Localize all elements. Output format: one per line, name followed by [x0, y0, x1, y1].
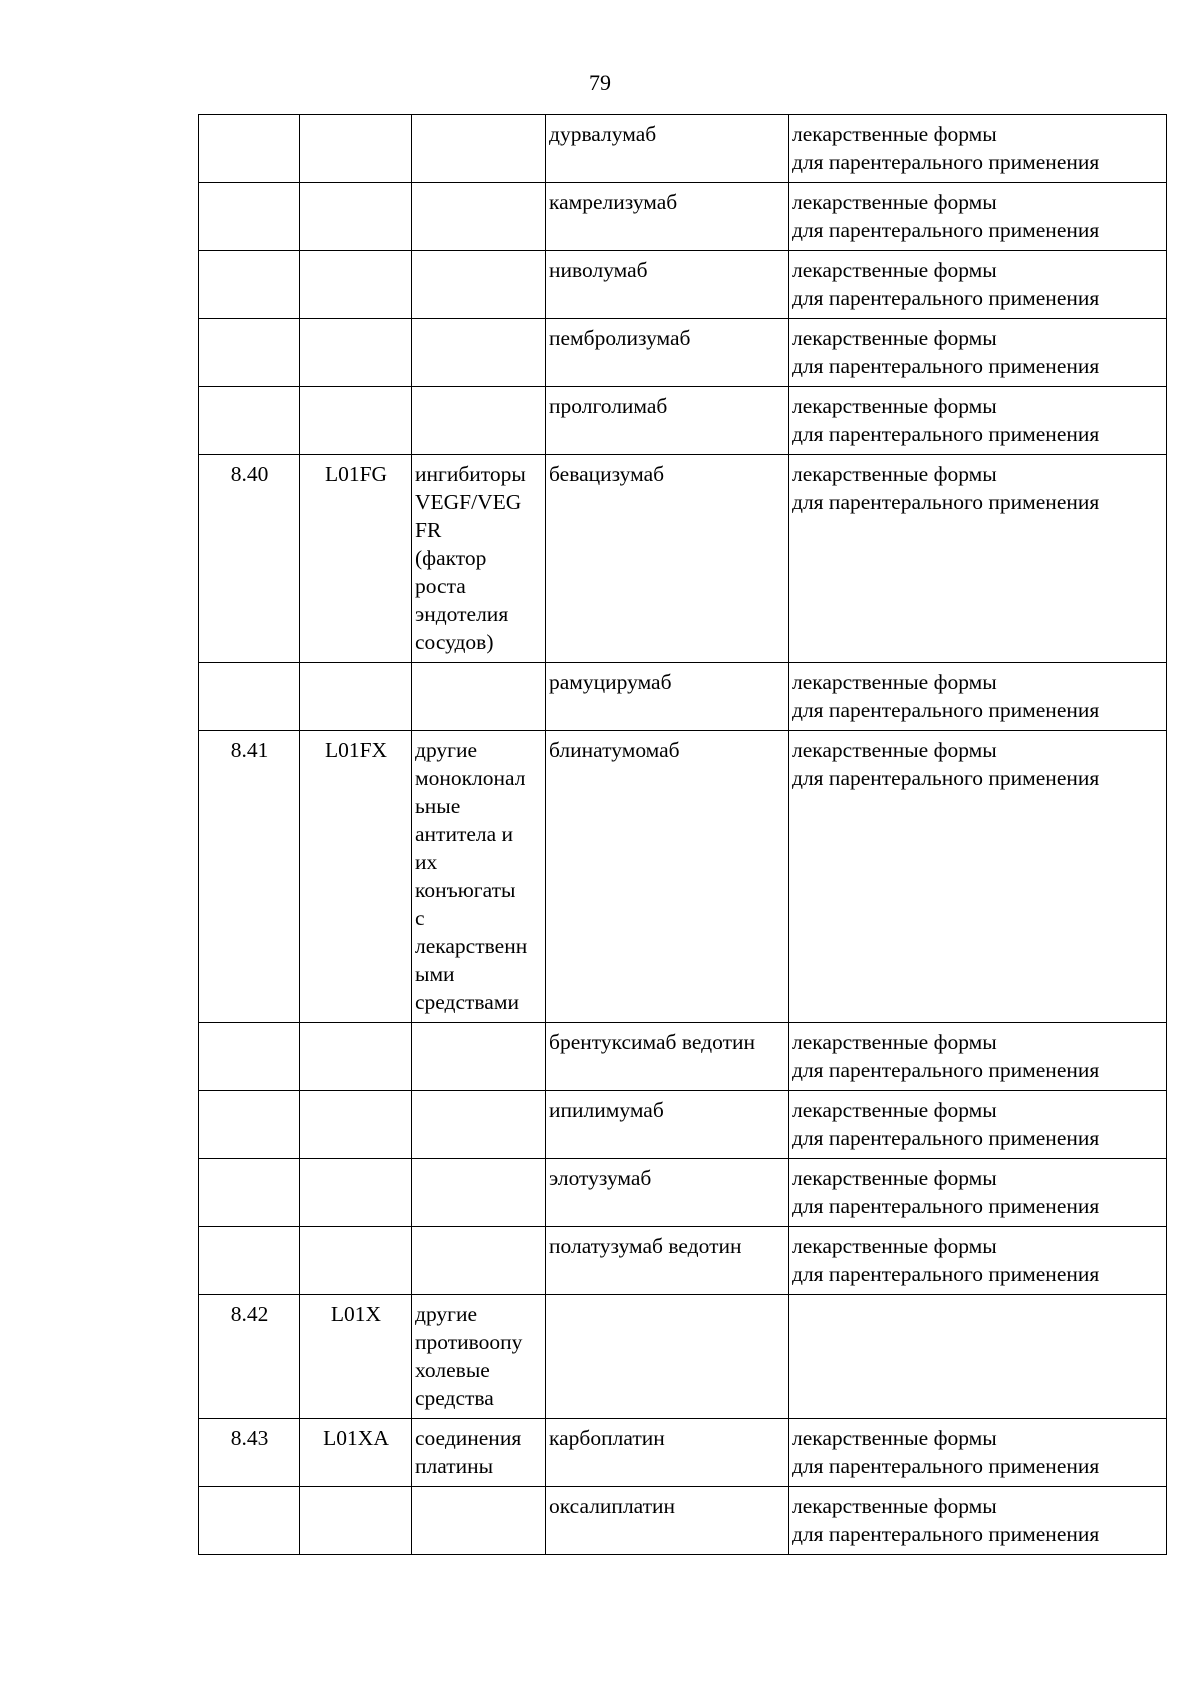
dosage-form-cell-line: лекарственные формы: [792, 1166, 997, 1190]
dosage-form-cell: [789, 663, 1167, 731]
table-row: [199, 115, 1167, 183]
drug-name-cell: пролголимаб: [546, 387, 789, 455]
dosage-form-cell-line: для парентерального применения: [792, 1454, 1100, 1478]
atc-code-cell: [300, 115, 412, 183]
table-row: [199, 183, 1167, 251]
group-name-cell: [412, 251, 546, 319]
atc-code-cell: L01FG: [300, 455, 412, 663]
atc-code-cell: L01FX: [300, 731, 412, 1023]
dosage-form-cell: [789, 455, 1167, 663]
dosage-form-cell: [789, 731, 1167, 1023]
page-number: 79: [589, 70, 611, 95]
group-name-cell-line: (фактор: [415, 546, 487, 570]
dosage-form-cell-line: для парентерального применения: [792, 218, 1100, 242]
dosage-form-cell: [789, 1091, 1167, 1159]
row-number-cell: [199, 663, 300, 731]
drug-name-cell: рамуцирумаб: [546, 663, 789, 731]
table-row: [199, 663, 1167, 731]
atc-code-cell: L01X: [300, 1295, 412, 1419]
group-name-cell-line: ингибиторы: [415, 462, 526, 486]
dosage-form-cell-line: для парентерального применения: [792, 766, 1100, 790]
dosage-form-cell: [789, 1159, 1167, 1227]
group-name-cell-line: эндотелия: [415, 602, 509, 626]
group-name-cell-line: другие: [415, 1302, 478, 1326]
table-row: [199, 455, 1167, 663]
dosage-form-cell-line: лекарственные формы: [792, 326, 997, 350]
drug-name-cell: бевацизумаб: [546, 455, 789, 663]
table-row: [199, 1159, 1167, 1227]
dosage-form-cell-line: для парентерального применения: [792, 286, 1100, 310]
group-name-cell-line: FR: [415, 518, 442, 542]
group-name-cell-line: антитела и: [415, 822, 514, 846]
atc-code-cell: [300, 251, 412, 319]
group-name-cell: [412, 1159, 546, 1227]
row-number-cell: [199, 319, 300, 387]
group-name-cell: [412, 1419, 546, 1487]
group-name-cell-line: их: [415, 850, 438, 874]
dosage-form-cell: [789, 387, 1167, 455]
table-row: [199, 1091, 1167, 1159]
row-number-cell: [199, 183, 300, 251]
group-name-cell: [412, 183, 546, 251]
group-name-cell-line: соединения: [415, 1426, 522, 1450]
group-name-cell-line: платины: [415, 1454, 494, 1478]
group-name-cell: [412, 455, 546, 663]
group-name-cell: [412, 1091, 546, 1159]
table-row: [199, 1227, 1167, 1295]
group-name-cell-line: противоопу: [415, 1330, 523, 1354]
row-number-cell: 8.42: [199, 1295, 300, 1419]
table-row: [199, 1487, 1167, 1555]
drug-name-cell: блинатумомаб: [546, 731, 789, 1023]
table-row: [199, 1295, 1167, 1419]
row-number-cell: [199, 115, 300, 183]
group-name-cell-line: сосудов): [415, 630, 494, 654]
atc-code-cell: [300, 1487, 412, 1555]
dosage-form-cell-line: для парентерального применения: [792, 698, 1100, 722]
dosage-form-cell-line: для парентерального применения: [792, 1522, 1100, 1546]
dosage-form-cell-line: лекарственные формы: [792, 122, 997, 146]
dosage-form-cell-line: для парентерального применения: [792, 1262, 1100, 1286]
group-name-cell: [412, 319, 546, 387]
group-name-cell: [412, 1487, 546, 1555]
dosage-form-cell: [789, 183, 1167, 251]
drug-name-cell: [546, 1295, 789, 1419]
dosage-form-cell-line: лекарственные формы: [792, 190, 997, 214]
dosage-form-cell-line: лекарственные формы: [792, 1234, 997, 1258]
dosage-form-cell-line: лекарственные формы: [792, 1426, 997, 1450]
dosage-form-cell: [789, 1295, 1167, 1419]
table-row: [199, 319, 1167, 387]
drug-name-cell: пембролизумаб: [546, 319, 789, 387]
drug-name-cell: оксалиплатин: [546, 1487, 789, 1555]
row-number-cell: [199, 251, 300, 319]
dosage-form-cell: [789, 1419, 1167, 1487]
row-number-cell: [199, 1227, 300, 1295]
dosage-form-cell-line: лекарственные формы: [792, 462, 997, 486]
row-number-cell: [199, 1159, 300, 1227]
atc-code-cell: [300, 1227, 412, 1295]
dosage-form-cell: [789, 251, 1167, 319]
group-name-cell-line: средствами: [415, 990, 519, 1014]
atc-code-cell: [300, 1091, 412, 1159]
row-number-cell: 8.40: [199, 455, 300, 663]
group-name-cell-line: конъюгаты: [415, 878, 516, 902]
dosage-form-cell: [789, 115, 1167, 183]
atc-code-cell: [300, 663, 412, 731]
drug-name-cell: полатузумаб ведотин: [546, 1227, 789, 1295]
dosage-form-cell-line: для парентерального применения: [792, 422, 1100, 446]
dosage-form-cell-line: лекарственные формы: [792, 738, 997, 762]
group-name-cell: [412, 731, 546, 1023]
atc-code-cell: [300, 387, 412, 455]
drug-name-cell: дурвалумаб: [546, 115, 789, 183]
row-number-cell: [199, 387, 300, 455]
atc-code-cell: L01XA: [300, 1419, 412, 1487]
dosage-form-cell-line: для парентерального применения: [792, 354, 1100, 378]
atc-code-cell: [300, 1023, 412, 1091]
group-name-cell-line: VEGF/VEG: [415, 490, 522, 514]
group-name-cell: [412, 1023, 546, 1091]
dosage-form-cell-line: для парентерального применения: [792, 490, 1100, 514]
group-name-cell-line: ьные: [415, 794, 461, 818]
group-name-cell: [412, 663, 546, 731]
table-row: [199, 1023, 1167, 1091]
group-name-cell-line: моноклонал: [415, 766, 526, 790]
table-row: [199, 251, 1167, 319]
group-name-cell: [412, 1295, 546, 1419]
dosage-form-cell-line: для парентерального применения: [792, 1058, 1100, 1082]
row-number-cell: 8.41: [199, 731, 300, 1023]
dosage-form-cell-line: для парентерального применения: [792, 150, 1100, 174]
table-row: [199, 1419, 1167, 1487]
drug-name-cell: карбоплатин: [546, 1419, 789, 1487]
row-number-cell: [199, 1487, 300, 1555]
row-number-cell: 8.43: [199, 1419, 300, 1487]
dosage-form-cell-line: лекарственные формы: [792, 1098, 997, 1122]
dosage-form-cell-line: лекарственные формы: [792, 1494, 997, 1518]
group-name-cell-line: средства: [415, 1386, 494, 1410]
atc-code-cell: [300, 1159, 412, 1227]
group-name-cell: [412, 115, 546, 183]
drug-name-cell: брентуксимаб ведотин: [546, 1023, 789, 1091]
atc-code-cell: [300, 319, 412, 387]
drug-name-cell: ниволумаб: [546, 251, 789, 319]
dosage-form-cell: [789, 1227, 1167, 1295]
group-name-cell-line: холевые: [415, 1358, 490, 1382]
drug-name-cell: ипилимумаб: [546, 1091, 789, 1159]
dosage-form-cell: [789, 319, 1167, 387]
atc-code-cell: [300, 183, 412, 251]
group-name-cell-line: ыми: [415, 962, 455, 986]
dosage-form-cell-line: лекарственные формы: [792, 258, 997, 282]
table-row: [199, 731, 1167, 1023]
dosage-form-cell-line: лекарственные формы: [792, 670, 997, 694]
group-name-cell-line: другие: [415, 738, 478, 762]
dosage-form-cell: [789, 1023, 1167, 1091]
table-body: [199, 115, 1167, 1555]
group-name-cell-line: роста: [415, 574, 466, 598]
dosage-form-cell-line: лекарственные формы: [792, 1030, 997, 1054]
drug-table: [198, 114, 1167, 1555]
group-name-cell: [412, 387, 546, 455]
dosage-form-cell: [789, 1487, 1167, 1555]
row-number-cell: [199, 1023, 300, 1091]
group-name-cell: [412, 1227, 546, 1295]
group-name-cell-line: с: [415, 906, 425, 930]
dosage-form-cell-line: для парентерального применения: [792, 1126, 1100, 1150]
group-name-cell-line: лекарственн: [415, 934, 528, 958]
row-number-cell: [199, 1091, 300, 1159]
drug-name-cell: камрелизумаб: [546, 183, 789, 251]
drug-name-cell: элотузумаб: [546, 1159, 789, 1227]
dosage-form-cell-line: для парентерального применения: [792, 1194, 1100, 1218]
table-row: [199, 387, 1167, 455]
dosage-form-cell-line: лекарственные формы: [792, 394, 997, 418]
